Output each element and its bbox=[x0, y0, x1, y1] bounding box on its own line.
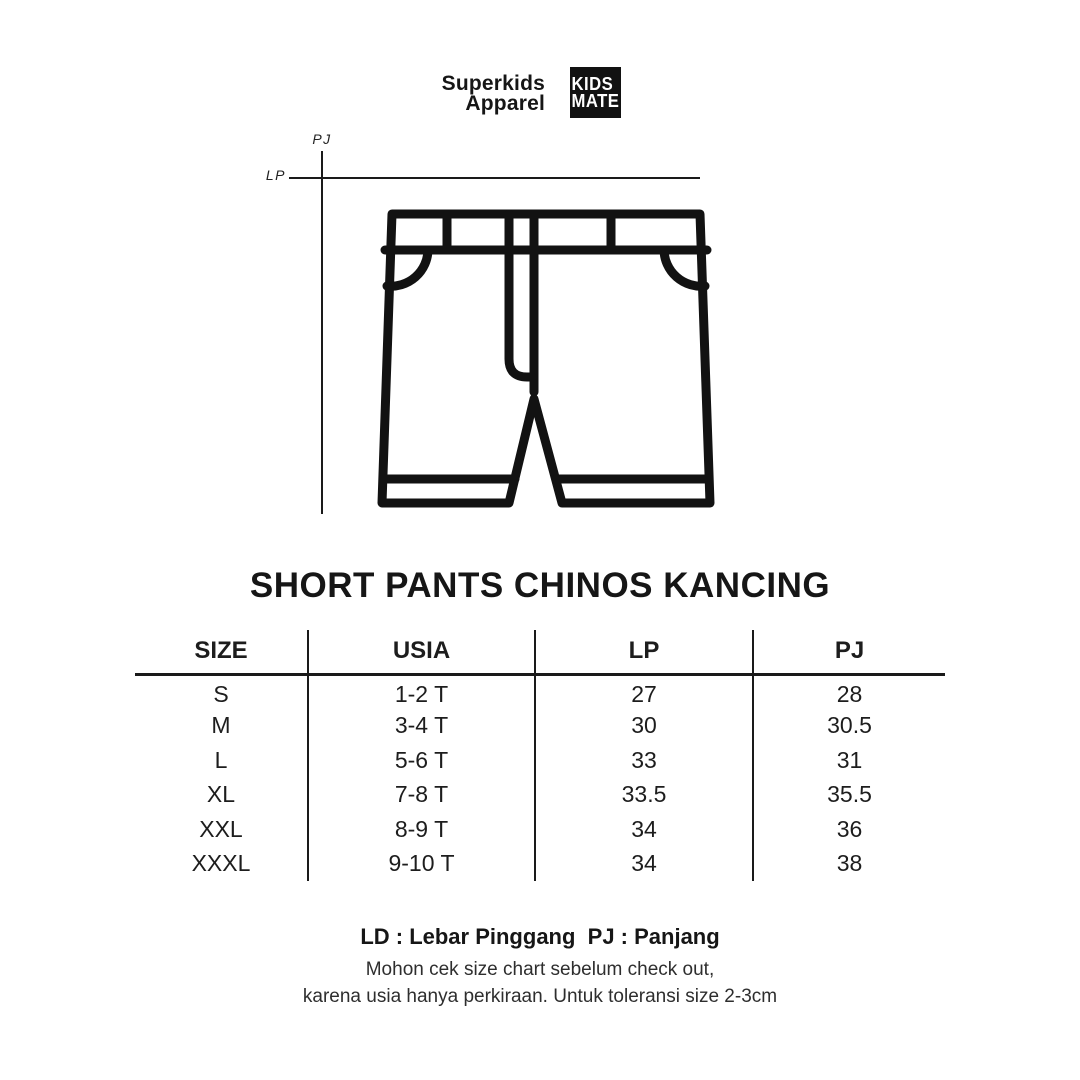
table-cell: XXXL bbox=[191, 850, 251, 877]
column-header: PJ bbox=[753, 630, 945, 674]
table-row bbox=[135, 674, 945, 709]
kidsmate-logo-line2: MATE bbox=[571, 90, 620, 111]
table-row bbox=[135, 709, 945, 744]
note-text bbox=[0, 956, 1080, 1010]
table-cell: 30 bbox=[535, 709, 753, 744]
table-cell: 36 bbox=[753, 812, 945, 847]
table-cell: 1-2 T bbox=[308, 674, 535, 709]
table-cell: 28 bbox=[753, 674, 945, 709]
page-title: SHORT PANTS CHINOS KANCING bbox=[249, 566, 831, 605]
table-cell: 3-4 T bbox=[308, 709, 535, 744]
table-cell: 38 bbox=[753, 847, 945, 882]
pj-measure-label: PJ bbox=[312, 131, 332, 147]
kidsmate-logo bbox=[570, 67, 621, 118]
shorts-icon bbox=[376, 202, 716, 514]
table-cell: 7-8 T bbox=[308, 778, 535, 813]
table-cell: S bbox=[213, 680, 229, 707]
table-cell: 34 bbox=[535, 812, 753, 847]
column-header: LP bbox=[535, 630, 753, 674]
size-table-body bbox=[135, 674, 945, 881]
table-cell: 9-10 T bbox=[308, 847, 535, 882]
column-header: USIA bbox=[308, 630, 535, 674]
table-cell: 34 bbox=[535, 847, 753, 882]
table-cell: 8-9 T bbox=[308, 812, 535, 847]
column-header: SIZE bbox=[135, 630, 308, 674]
table-row bbox=[135, 778, 945, 813]
table-cell: L bbox=[214, 746, 228, 773]
lp-measure-label: LP bbox=[265, 167, 286, 183]
pj-measure-line bbox=[321, 151, 323, 514]
table-row bbox=[135, 847, 945, 882]
note-line-2: karena usia hanya perkiraan. Untuk toleransi size 2-3cm bbox=[302, 986, 778, 1007]
table-cell: M bbox=[211, 712, 231, 739]
superkids-apparel-logo bbox=[385, 74, 545, 114]
table-cell: 5-6 T bbox=[308, 743, 535, 778]
table-cell: 30.5 bbox=[753, 709, 945, 744]
table-cell: 33.5 bbox=[535, 778, 753, 813]
table-cell: 33 bbox=[535, 743, 753, 778]
kidsmate-logo-line1: KIDS bbox=[571, 73, 614, 94]
table-row bbox=[135, 743, 945, 778]
table-cell: XXL bbox=[199, 815, 243, 842]
table-cell: 35.5 bbox=[753, 778, 945, 813]
kidsmate-logo-text bbox=[572, 75, 620, 110]
table-cell: XL bbox=[206, 781, 236, 808]
table-row bbox=[135, 812, 945, 847]
superkids-logo-line2: Apparel bbox=[465, 92, 545, 115]
superkids-logo-line1: Superkids bbox=[441, 72, 545, 95]
size-table bbox=[135, 630, 945, 881]
table-cell: 31 bbox=[753, 743, 945, 778]
lp-measure-line bbox=[289, 177, 700, 179]
size-table-header bbox=[135, 630, 945, 674]
note-line-1: Mohon cek size chart sebelum check out, bbox=[365, 959, 715, 980]
legend-text: LD : Lebar Pinggang PJ : Panjang bbox=[360, 924, 720, 949]
header-row bbox=[135, 630, 945, 674]
table-cell: 27 bbox=[535, 674, 753, 709]
